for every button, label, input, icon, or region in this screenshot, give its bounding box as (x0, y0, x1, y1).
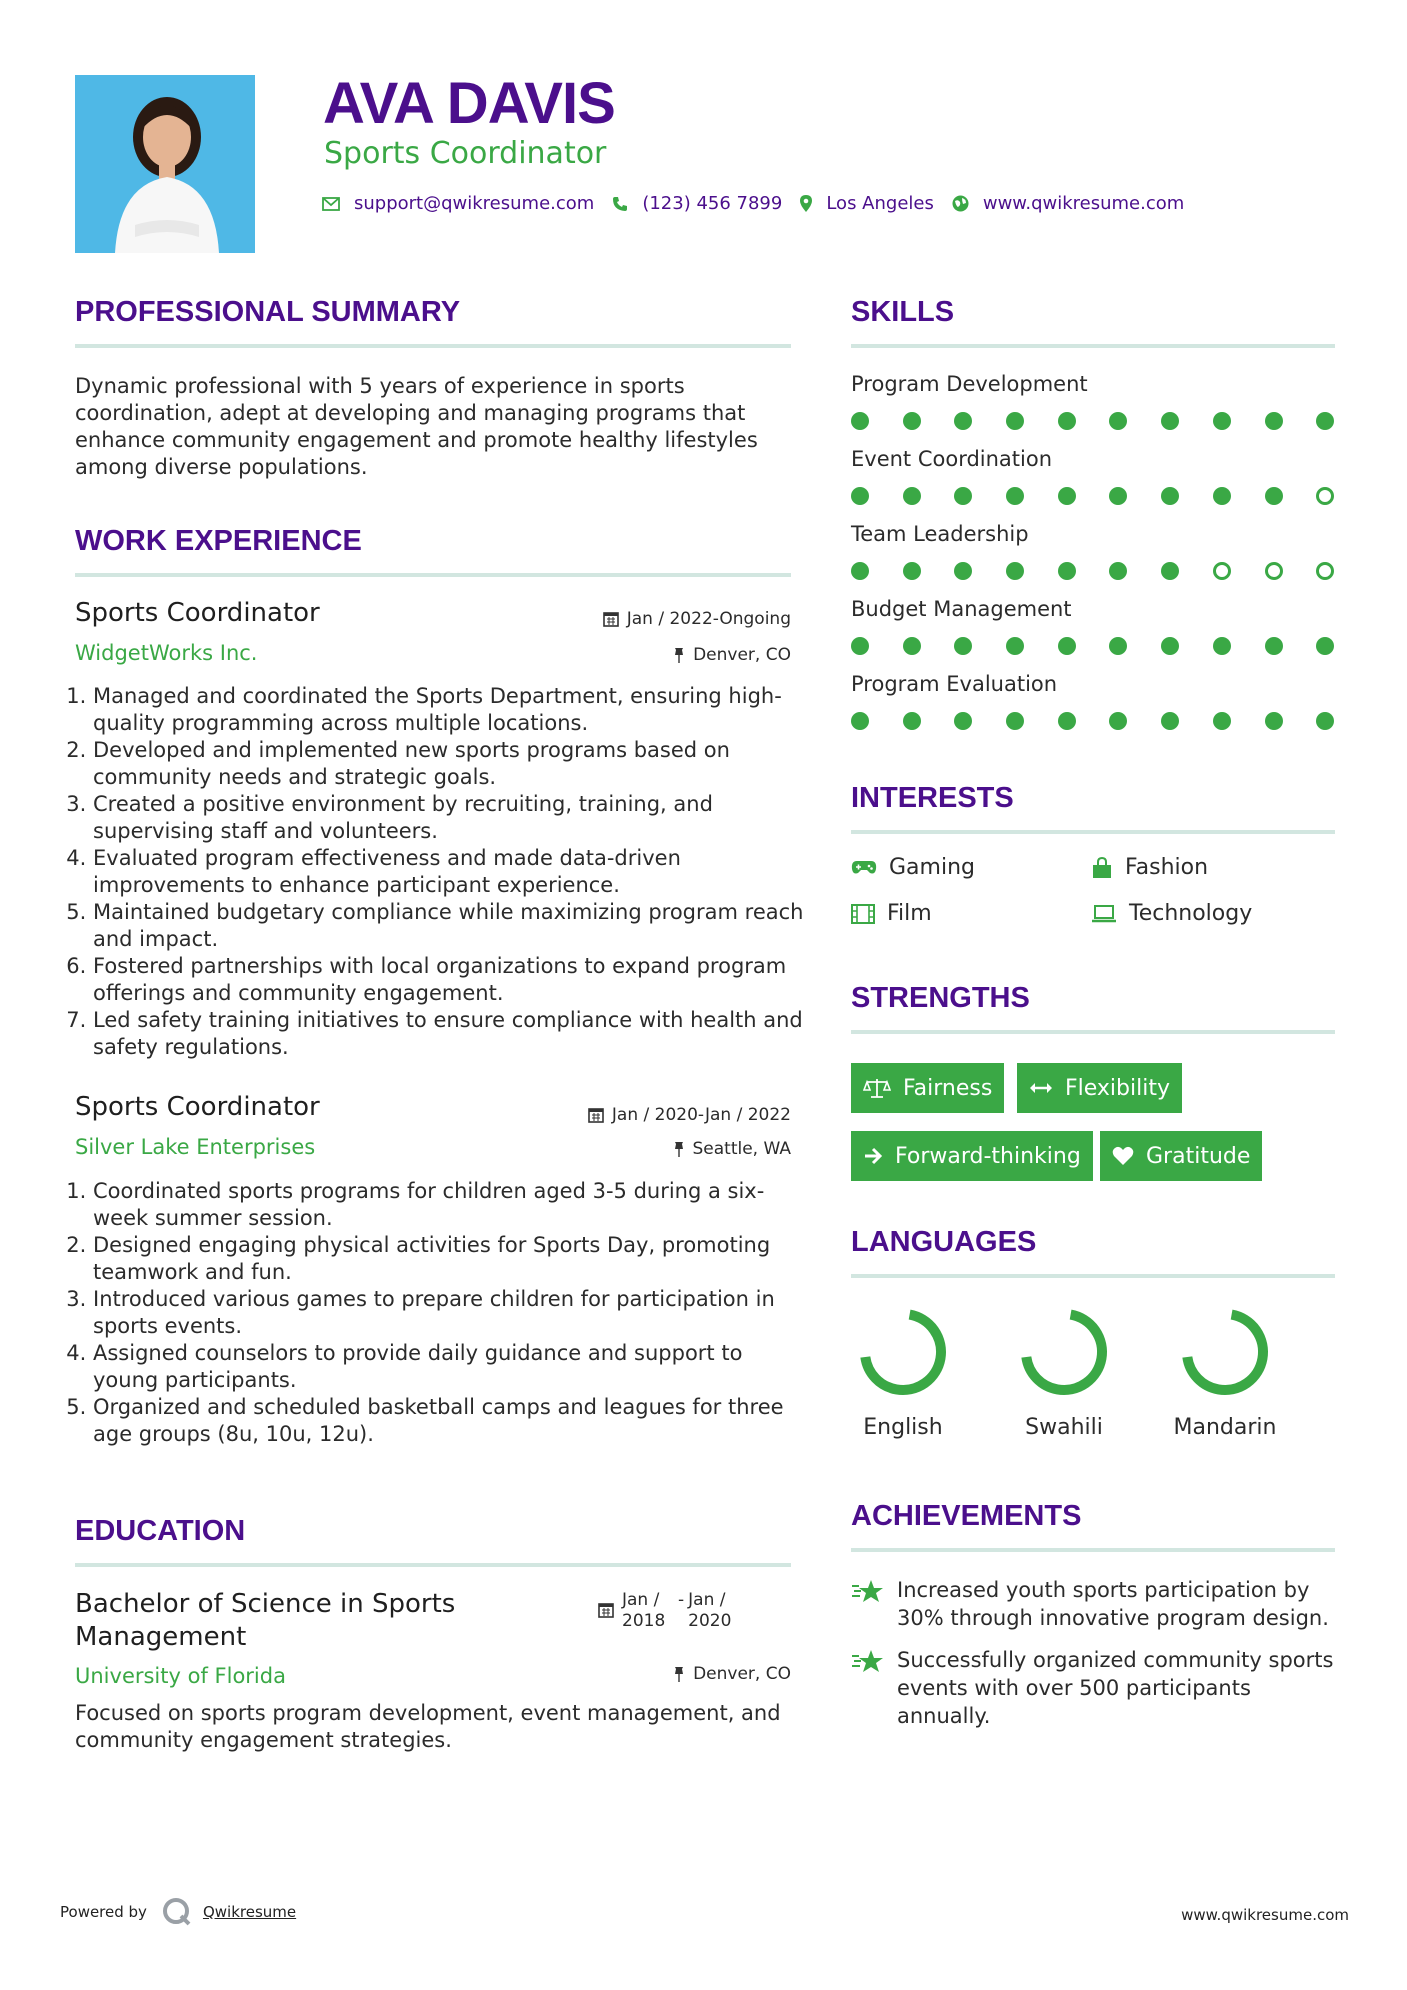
envelope-icon (322, 197, 340, 211)
footer-powered-by: Powered by Qwikresume (60, 1896, 296, 1928)
education-description: Focused on sports program development, event management, and community engagement strategies. (75, 1701, 781, 1752)
skill-name: Program Development (851, 372, 1088, 396)
rating-dot-filled (1161, 712, 1179, 730)
rating-dot-filled (1109, 712, 1127, 730)
language-item (1009, 1305, 1119, 1440)
rating-dot-filled (1265, 637, 1283, 655)
list-item: 6. Fostered partnerships with local organizations to expand program offerings and community engagement. (93, 953, 809, 1007)
pushpin-icon (673, 1141, 685, 1157)
experience-divider (75, 573, 791, 577)
rating-dot-filled (1058, 562, 1076, 580)
contact-phone[interactable]: (123) 456 7899 (612, 193, 782, 214)
rating-dot-filled (1316, 637, 1334, 655)
rating-dot-filled (954, 562, 972, 580)
skill-rating (851, 487, 1368, 505)
footer-url[interactable]: www.qwikresume.com (1181, 1906, 1349, 1924)
rating-dot-filled (954, 412, 972, 430)
interest-item: Technology (1091, 901, 1252, 926)
candidate-name: AVA DAVIS (323, 71, 615, 136)
achievement-item: Successfully organized community sports events with over 500 participants annually. (851, 1646, 1341, 1730)
rating-dot-filled (1213, 637, 1231, 655)
strength-chip: Forward-thinking (851, 1131, 1093, 1181)
list-item: 2. Designed engaging physical activities for Sports Day, promoting teamwork and fun. (93, 1232, 809, 1286)
rating-dot-filled (1109, 412, 1127, 430)
list-item: 2. Developed and implemented new sports programs based on community needs and strategic goals. (93, 737, 809, 791)
qwikresume-logo-icon (161, 1896, 193, 1928)
job-date: Jan / 2020-Jan / 2022 (450, 1105, 791, 1125)
rating-dot-filled (1109, 637, 1127, 655)
rating-dot-filled (1006, 412, 1024, 430)
rating-dot-filled (1265, 412, 1283, 430)
star-award-icon (851, 1578, 885, 1604)
rating-dot-filled (1058, 637, 1076, 655)
film-icon (851, 904, 875, 924)
rating-dot-filled (1006, 562, 1024, 580)
skills-title: SKILLS (851, 296, 955, 328)
strength-chip: Fairness (851, 1063, 1004, 1113)
qwikresume-link[interactable]: Qwikresume (202, 1903, 297, 1921)
languages-divider (851, 1274, 1335, 1278)
list-item: 3. Introduced various games to prepare children for participation in sports events. (93, 1286, 809, 1340)
rating-dot-filled (851, 487, 869, 505)
strengths-divider (851, 1030, 1335, 1034)
rating-dot-filled (1316, 712, 1334, 730)
rating-dot-filled (1213, 412, 1231, 430)
location-pin-icon (800, 195, 812, 212)
pushpin-icon (673, 647, 685, 663)
language-item (848, 1305, 958, 1440)
education-location: Denver, CO (450, 1664, 791, 1684)
skill-name: Team Leadership (851, 522, 1029, 546)
rating-dot-filled (954, 712, 972, 730)
education-dates: Jan / 2018 - Jan / 2020 (598, 1590, 740, 1632)
rating-dot-filled (1058, 712, 1076, 730)
rating-dot-empty (1316, 487, 1334, 505)
calendar-icon (598, 1602, 614, 1618)
language-name: Swahili (1025, 1415, 1103, 1440)
rating-dot-filled (851, 412, 869, 430)
experience-title: WORK EXPERIENCE (75, 525, 362, 557)
star-award-icon (851, 1648, 885, 1674)
skill-rating (851, 562, 1368, 580)
arrow-right-icon (863, 1147, 883, 1165)
education-date-end: Jan / 2020 (688, 1590, 732, 1631)
skills-divider (851, 344, 1335, 348)
calendar-icon (603, 611, 619, 627)
achievement-item: Increased youth sports participation by 30% through innovative program design. (851, 1576, 1341, 1632)
rating-dot-empty (1265, 562, 1283, 580)
arrows-horizontal-icon (1029, 1081, 1053, 1095)
job-date: Jan / 2022-Ongoing (450, 609, 791, 629)
language-level-arc (1020, 1308, 1108, 1396)
heart-icon (1112, 1146, 1134, 1166)
achievements-divider (851, 1548, 1335, 1552)
skill-name: Program Evaluation (851, 672, 1058, 696)
list-item: 4. Assigned counselors to provide daily guidance and support to young participants. (93, 1340, 809, 1394)
candidate-role: Sports Coordinator (324, 136, 607, 171)
rating-dot-filled (1161, 562, 1179, 580)
rating-dot-filled (1265, 487, 1283, 505)
rating-dot-filled (1109, 487, 1127, 505)
education-divider (75, 1563, 791, 1567)
rating-dot-filled (903, 637, 921, 655)
job-bullet-list (75, 1178, 809, 1448)
rating-dot-filled (1161, 637, 1179, 655)
rating-dot-filled (1058, 412, 1076, 430)
rating-dot-empty (1316, 562, 1334, 580)
rating-dot-filled (1006, 712, 1024, 730)
rating-dot-empty (1213, 562, 1231, 580)
rating-dot-filled (954, 637, 972, 655)
rating-dot-filled (1265, 712, 1283, 730)
language-level-ring (1017, 1305, 1111, 1399)
strengths-title: STRENGTHS (851, 982, 1030, 1014)
shopping-bag-icon (1091, 857, 1113, 879)
job-company: Silver Lake Enterprises (75, 1135, 316, 1159)
rating-dot-filled (903, 712, 921, 730)
rating-dot-filled (903, 412, 921, 430)
interests-title: INTERESTS (851, 782, 1014, 814)
interests-divider (851, 830, 1335, 834)
job-location: Seattle, WA (450, 1139, 791, 1159)
list-item: 4. Evaluated program effectiveness and made data-driven improvements to enhance participant experience. (93, 845, 809, 899)
strength-chip: Gratitude (1100, 1131, 1262, 1181)
list-item: 5. Organized and scheduled basketball camps and leagues for three age groups (8u, 10u, 12u). (93, 1394, 809, 1448)
rating-dot-filled (1213, 712, 1231, 730)
rating-dot-filled (851, 562, 869, 580)
contact-location[interactable]: Los Angeles (800, 193, 934, 214)
job-location: Denver, CO (450, 645, 791, 665)
skill-name: Budget Management (851, 597, 1072, 621)
language-level-ring (856, 1305, 950, 1399)
list-item: 3. Created a positive environment by recruiting, training, and supervising staff and volunteers. (93, 791, 809, 845)
list-item: 7. Led safety training initiatives to ensure compliance with health and safety regulations. (93, 1007, 809, 1061)
contact-website[interactable]: www.qwikresume.com (952, 193, 1184, 214)
phone-icon (612, 196, 628, 212)
calendar-icon (588, 1107, 604, 1123)
rating-dot-filled (903, 562, 921, 580)
summary-divider (75, 344, 791, 348)
skill-rating (851, 712, 1368, 730)
skill-rating (851, 412, 1368, 430)
rating-dot-filled (1058, 487, 1076, 505)
skill-name: Event Coordination (851, 447, 1053, 471)
interest-item: Film (851, 901, 932, 926)
rating-dot-filled (851, 637, 869, 655)
list-item: 5. Maintained budgetary compliance while maximizing program reach and impact. (93, 899, 809, 953)
language-level-arc (1181, 1308, 1269, 1396)
job-company: WidgetWorks Inc. (75, 641, 258, 665)
rating-dot-filled (851, 712, 869, 730)
interest-item: Fashion (1091, 855, 1208, 880)
education-title: EDUCATION (75, 1515, 246, 1547)
education-date-start: Jan / 2018 (622, 1590, 666, 1631)
job-bullet-list (75, 683, 809, 1061)
list-item: 1. Managed and coordinated the Sports Department, ensuring high-quality programming across multiple locations. (93, 683, 809, 737)
rating-dot-filled (1109, 562, 1127, 580)
contact-email[interactable]: support@qwikresume.com (322, 193, 594, 214)
gamepad-icon (851, 860, 877, 876)
contact-bar (322, 193, 1202, 214)
school-name: University of Florida (75, 1664, 286, 1688)
globe-icon (952, 195, 969, 212)
rating-dot-filled (1006, 637, 1024, 655)
strength-chip: Flexibility (1017, 1063, 1182, 1113)
balance-scale-icon (863, 1077, 891, 1099)
degree-title: Bachelor of Science in Sports Management (75, 1589, 456, 1652)
rating-dot-filled (1006, 487, 1024, 505)
summary-text: Dynamic professional with 5 years of experience in sports coordination, adept at developing and managing programs that enhance community engagement and promote healthy lifestyles among diverse populations. (75, 374, 758, 479)
interest-item: Gaming (851, 855, 975, 880)
laptop-icon (1091, 905, 1117, 923)
pushpin-icon (673, 1666, 685, 1682)
rating-dot-filled (1161, 487, 1179, 505)
profile-photo (75, 75, 255, 253)
language-name: English (863, 1415, 943, 1440)
rating-dot-filled (954, 487, 972, 505)
list-item: 1. Coordinated sports programs for children aged 3-5 during a six-week summer session. (93, 1178, 809, 1232)
achievements-title: ACHIEVEMENTS (851, 1500, 1082, 1532)
job-title: Sports Coordinator (75, 1092, 320, 1122)
rating-dot-filled (1213, 487, 1231, 505)
languages-title: LANGUAGES (851, 1226, 1037, 1258)
job-title: Sports Coordinator (75, 598, 320, 628)
language-name: Mandarin (1173, 1415, 1277, 1440)
language-item (1170, 1305, 1280, 1440)
rating-dot-filled (1316, 412, 1334, 430)
language-level-arc (859, 1308, 947, 1396)
rating-dot-filled (1161, 412, 1179, 430)
language-level-ring (1178, 1305, 1272, 1399)
skill-rating (851, 637, 1368, 655)
rating-dot-filled (903, 487, 921, 505)
summary-title: PROFESSIONAL SUMMARY (75, 296, 461, 328)
